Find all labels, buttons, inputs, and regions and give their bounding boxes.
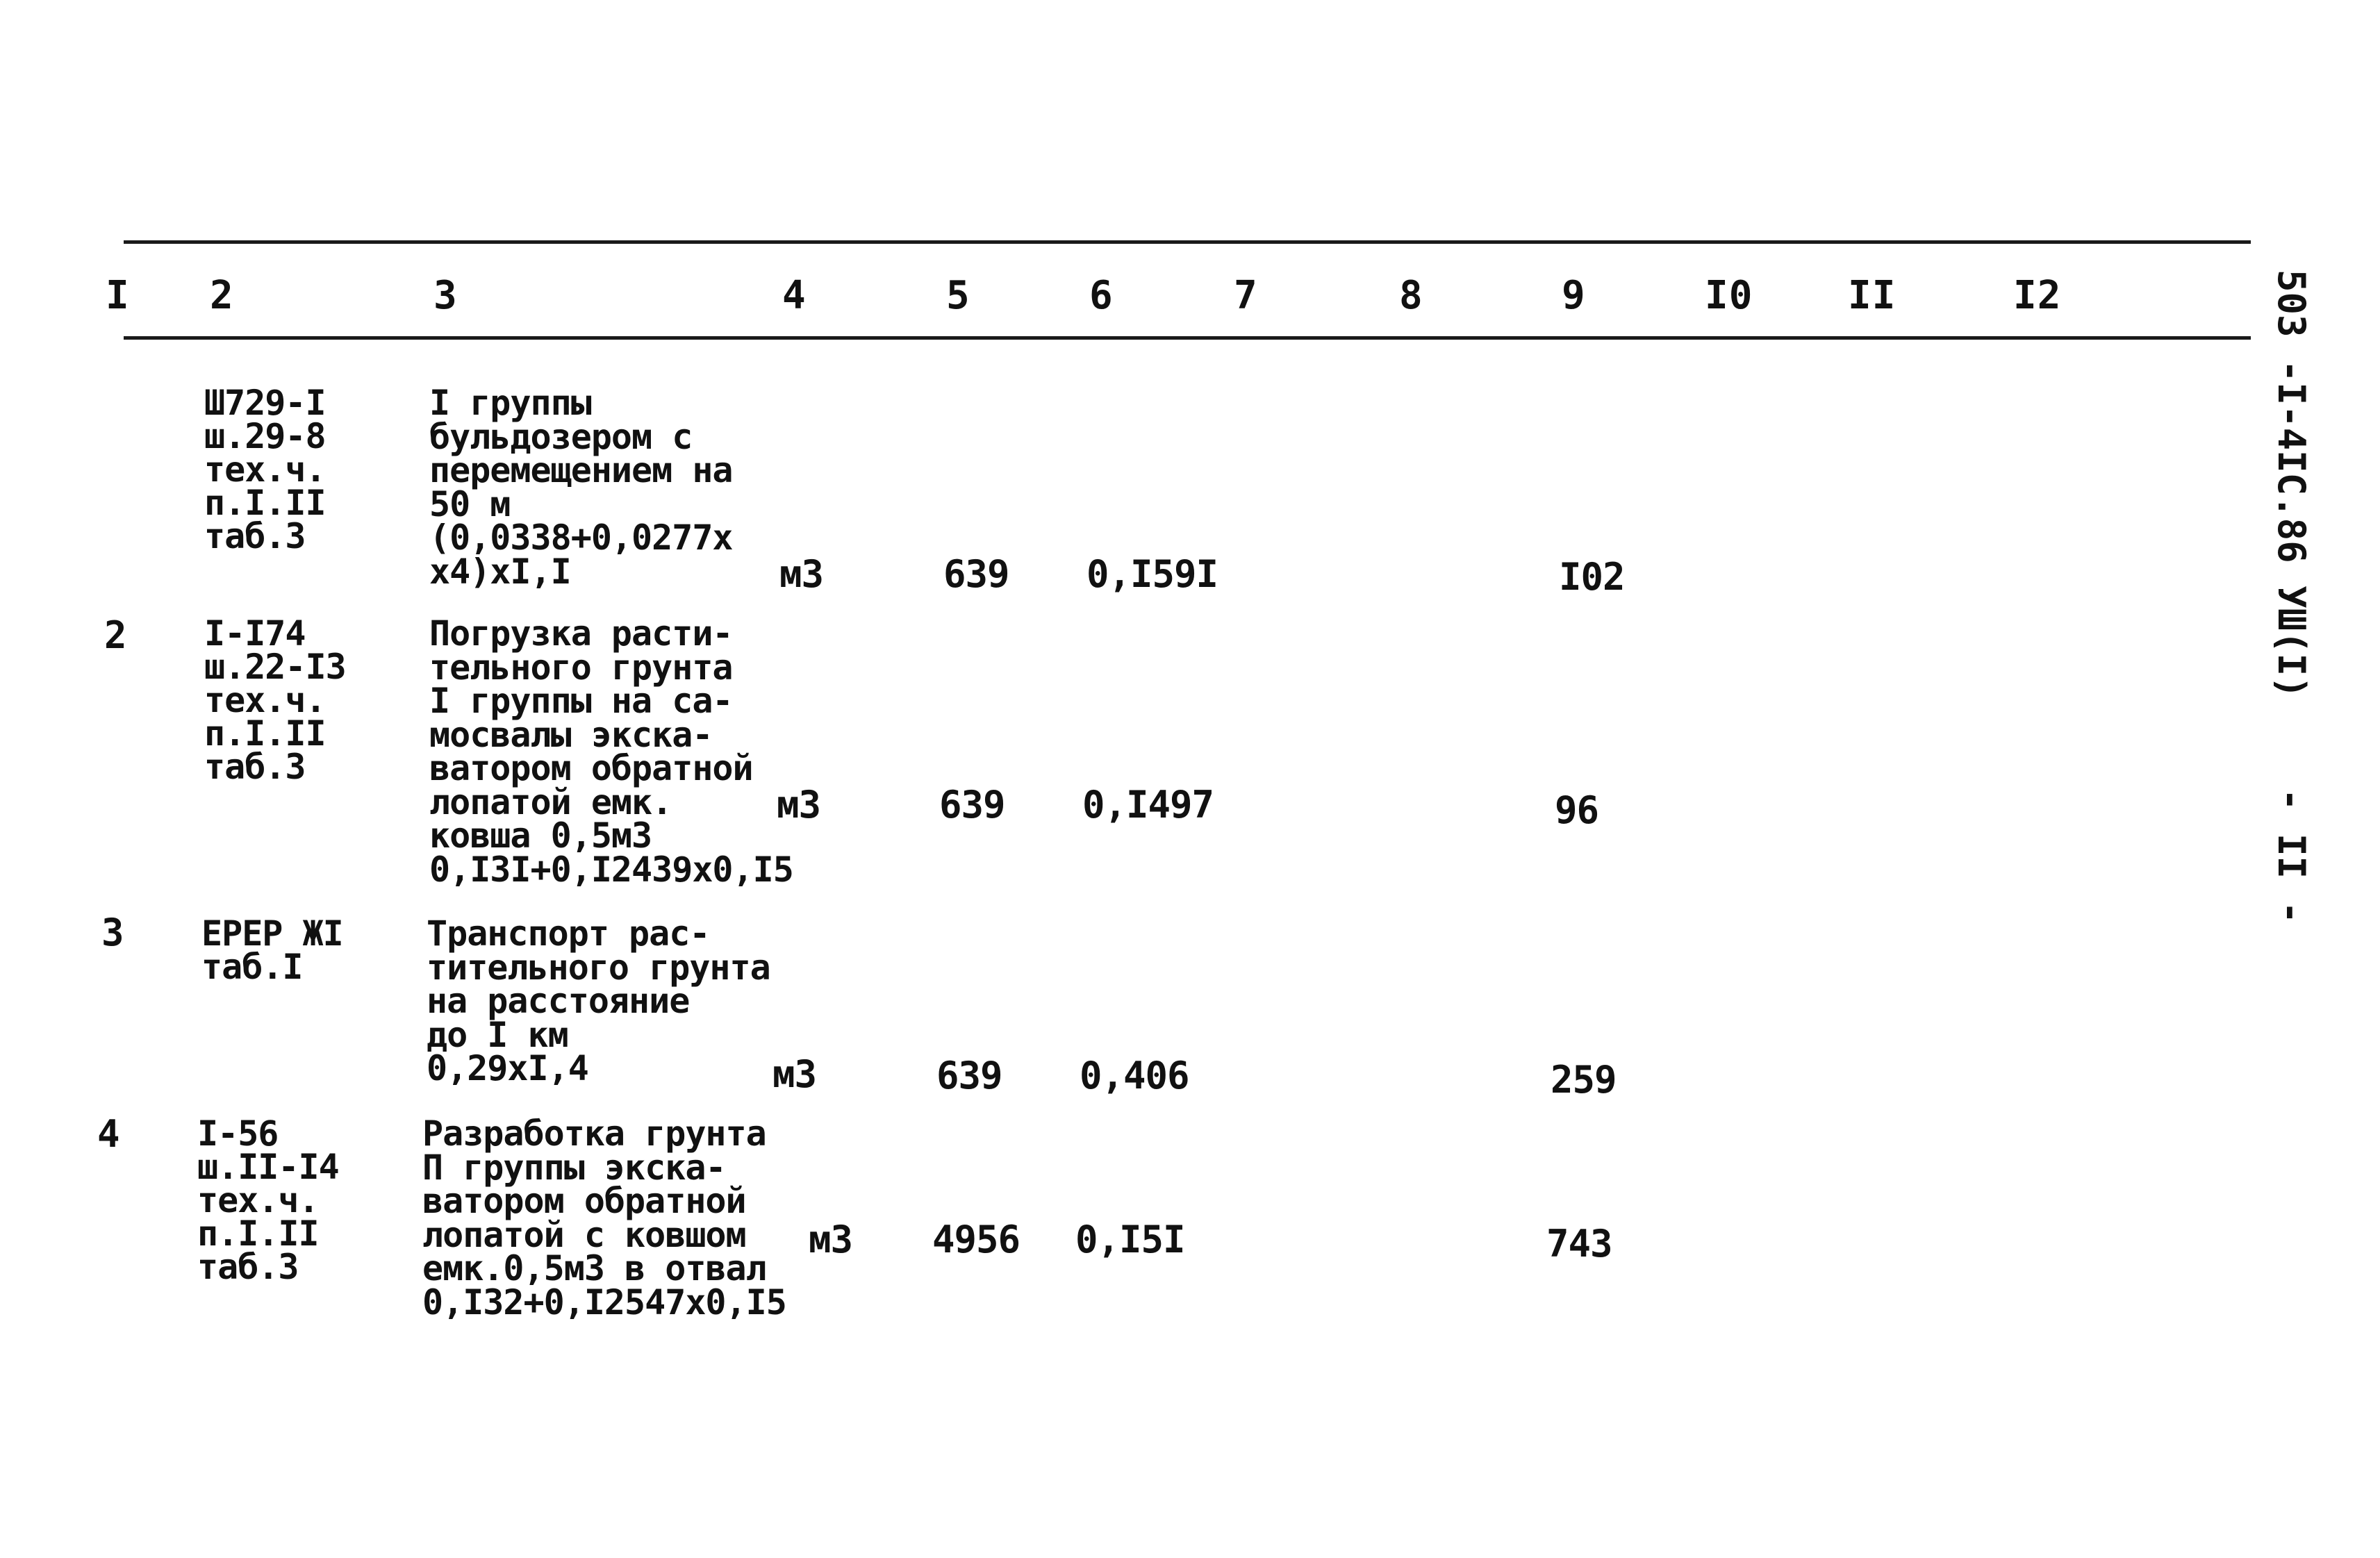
col-header-4: 4: [782, 273, 807, 318]
col-header-1: I: [106, 273, 130, 318]
row-description: Разработка грунта П группы экска- ватором обратной лопатой с ковшом емк.0,5м3 в отвал 0,I32+0,I2547х0,I5: [422, 1113, 786, 1323]
row-total: I02: [1559, 555, 1625, 599]
col-header-5: 5: [946, 273, 970, 318]
row-total: 259: [1551, 1058, 1617, 1102]
col-header-12: I2: [2013, 273, 2062, 318]
row-unit: м3: [772, 1052, 817, 1096]
row-norm: 0,I497: [1082, 783, 1214, 827]
row-code: I-I74 ш.22-I3 тех.ч. п.I.II таб.3: [204, 613, 346, 787]
row-norm: 0,I59I: [1086, 552, 1218, 596]
row-unit: м3: [777, 783, 821, 827]
row-unit: м3: [779, 552, 824, 596]
row-description: Погрузка расти- тельного грунта I группы на са- мосвалы экска- ватором обратной лопатой емк. ковша 0,5м3 0,I3I+0,I2439х0,I5: [429, 613, 793, 890]
col-header-10: I0: [1705, 273, 1753, 318]
row-total: 96: [1555, 788, 1599, 832]
col-header-7: 7: [1234, 273, 1258, 318]
row-number: 2: [104, 613, 127, 657]
row-quantity: 4956: [932, 1218, 1020, 1261]
col-header-8: 8: [1399, 273, 1423, 318]
row-norm: 0,406: [1080, 1054, 1189, 1097]
row-quantity: 639: [936, 1054, 1002, 1097]
row-code: I-56 ш.II-I4 тех.ч. п.I.II таб.3: [197, 1113, 339, 1287]
row-description: Транспорт рас- тительного грунта на расстояние до I км 0,29хI,4: [427, 913, 770, 1088]
row-unit: м3: [809, 1218, 853, 1261]
col-header-2: 2: [210, 273, 234, 318]
row-total: 743: [1546, 1222, 1612, 1266]
row-norm: 0,I5I: [1075, 1218, 1185, 1261]
row-code: ЕРЕР ЖI таб.I: [201, 913, 343, 987]
row-quantity: 639: [939, 783, 1005, 827]
row-number: 3: [101, 911, 124, 954]
col-header-6: 6: [1089, 273, 1114, 318]
row-number: 4: [97, 1112, 120, 1156]
table-header-rule: [124, 336, 2251, 340]
document-code: 503 -I-4IC.86 УШ(I): [2270, 270, 2313, 699]
row-quantity: 639: [943, 552, 1009, 596]
col-header-11: II: [1848, 273, 1896, 318]
table-top-rule: [124, 240, 2251, 244]
col-header-9: 9: [1562, 273, 1586, 318]
page-number: - II -: [2270, 788, 2313, 925]
col-header-3: 3: [433, 273, 458, 318]
row-description: I группы бульдозером с перемещением на 50 м (0,0338+0,0277х х4)хI,I: [429, 383, 733, 592]
row-code: Ш729-I ш.29-8 тех.ч. п.I.II таб.3: [204, 383, 326, 556]
